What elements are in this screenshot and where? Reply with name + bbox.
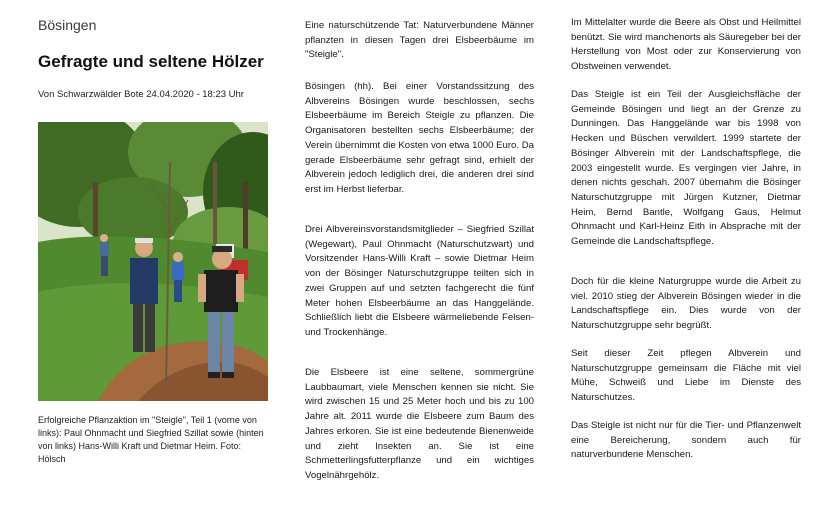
article-byline: Von Schwarzwälder Bote 24.04.2020 - 18:23 Uhr <box>38 89 244 100</box>
paragraph-1: Bösingen (hh). Bei einer Vorstandssitzung des Albvereins Bösingen wurde beschlossen, sechs Elsbeerbäume im Bereich Steigle zu pflanzen. Die Organisatoren bestellten sechs Elsbeerbäume; der Verein übernimmt die Kosten von etwa 1000 Euro. Da gerade Elsbeerbäume sehr gefragt sind, erhielt der Albverein jedoch lediglich drei, die anderen drei sind erst im Herbst lieferbar. <box>305 81 534 195</box>
paragraph-8: Das Steigle ist nicht nur für die Tier- und Pflanzenwelt eine Bereicherung, sondern auch für naturverbundene Menschen. <box>571 420 801 461</box>
paragraph-3: Die Elsbeere ist eine seltene, sommergrüne Laubbaumart, viele Menschen kennen sie nicht. Sie wird zwischen 15 und 25 Meter hoch und bis zu 100 Jahre alt. 2011 wurde die Elsbeere zum Baum des Jahres erkoren. Sie ist eine bedeutende Bienenweide und zieht Insekten an. Sie ist eine Schmetterlingsfutterpflanze und ein wichtiges Vogelnährgehölz. <box>305 367 534 481</box>
paragraph-7: Seit dieser Zeit pflegen Albverein und Naturschutzgruppe gemeinsam die Fläche mit viel Mühe, Schweiß und Liebe im Dienste des Naturschutzes. <box>571 348 801 404</box>
article-headline: Gefragte und seltene Hölzer <box>38 52 264 71</box>
ortsmarke: Bösingen <box>38 17 97 33</box>
article-photo[interactable] <box>38 122 268 401</box>
paragraph-5: Das Steigle ist ein Teil der Ausgleichsfläche der Gemeinde Bösingen und liegt an der Grenze zu Dunningen. Das Hanggelände war bis 1998 von Hecken und Büschen verwildert. 1999 startete der Bösinger Albverein mit der Landschaftspflege, die 2003 eingestellt wurde. Es vergingen vier Jahre, in denen nichts geschah. 2007 übernahm die Bösinger Naturschutzgruppe mit Jürgen Kutzner, Dietmar Heim, Bernd Bantle, Wolfgang Gaus, Helmut Ohnmacht und Karl-Heinz Eith in Absprache mit der Gemeinde die Landschaftspflege. <box>571 89 801 248</box>
paragraph-2: Drei Albvereinsvorstandsmitglieder – Siegfried Szillat (Wegewart), Paul Ohnmacht (Naturschutzwart) und Vorsitzender Hans-Willi Kraft – sowie Dietmar Heim von der Bösinger Naturschutzgruppe teilten sich in zwei Gruppen auf und setzten fachgerecht die fünf Meter hohen Elsbeerbäume an das Hanggelände. Schließlich liebt die Elsbeere wärmeliebende Felsen- und Trockenhänge. <box>305 224 534 338</box>
paragraph-6: Doch für die kleine Naturgruppe wurde die Arbeit zu viel. 2010 stieg der Albverein Bösingen wieder in die Landschaftspflege ein. Dies wurde von der Naturschutzgruppe sehr begrüßt. <box>571 276 801 332</box>
photo-caption: Erfolgreiche Pflanzaktion im "Steigle", Teil 1 (vorne von links): Paul Ohnmacht und Siegfried Szillat sowie (hinten von links) Hans-Willi Kraft und Dietmar Heim. Foto: Hölsch <box>38 415 264 464</box>
paragraph-4: Im Mittelalter wurde die Beere als Obst und Heilmittel benützt. Sie wird manchenorts als Säuregeber bei der Herstellung von Most oder zur Konservierung von Obstweinen verwendet. <box>571 17 801 73</box>
article-teaser: Eine naturschützende Tat: Naturverbundene Männer pflanzten in diesen Tagen drei Elsbeerbäume im "Steigle". <box>305 20 534 61</box>
